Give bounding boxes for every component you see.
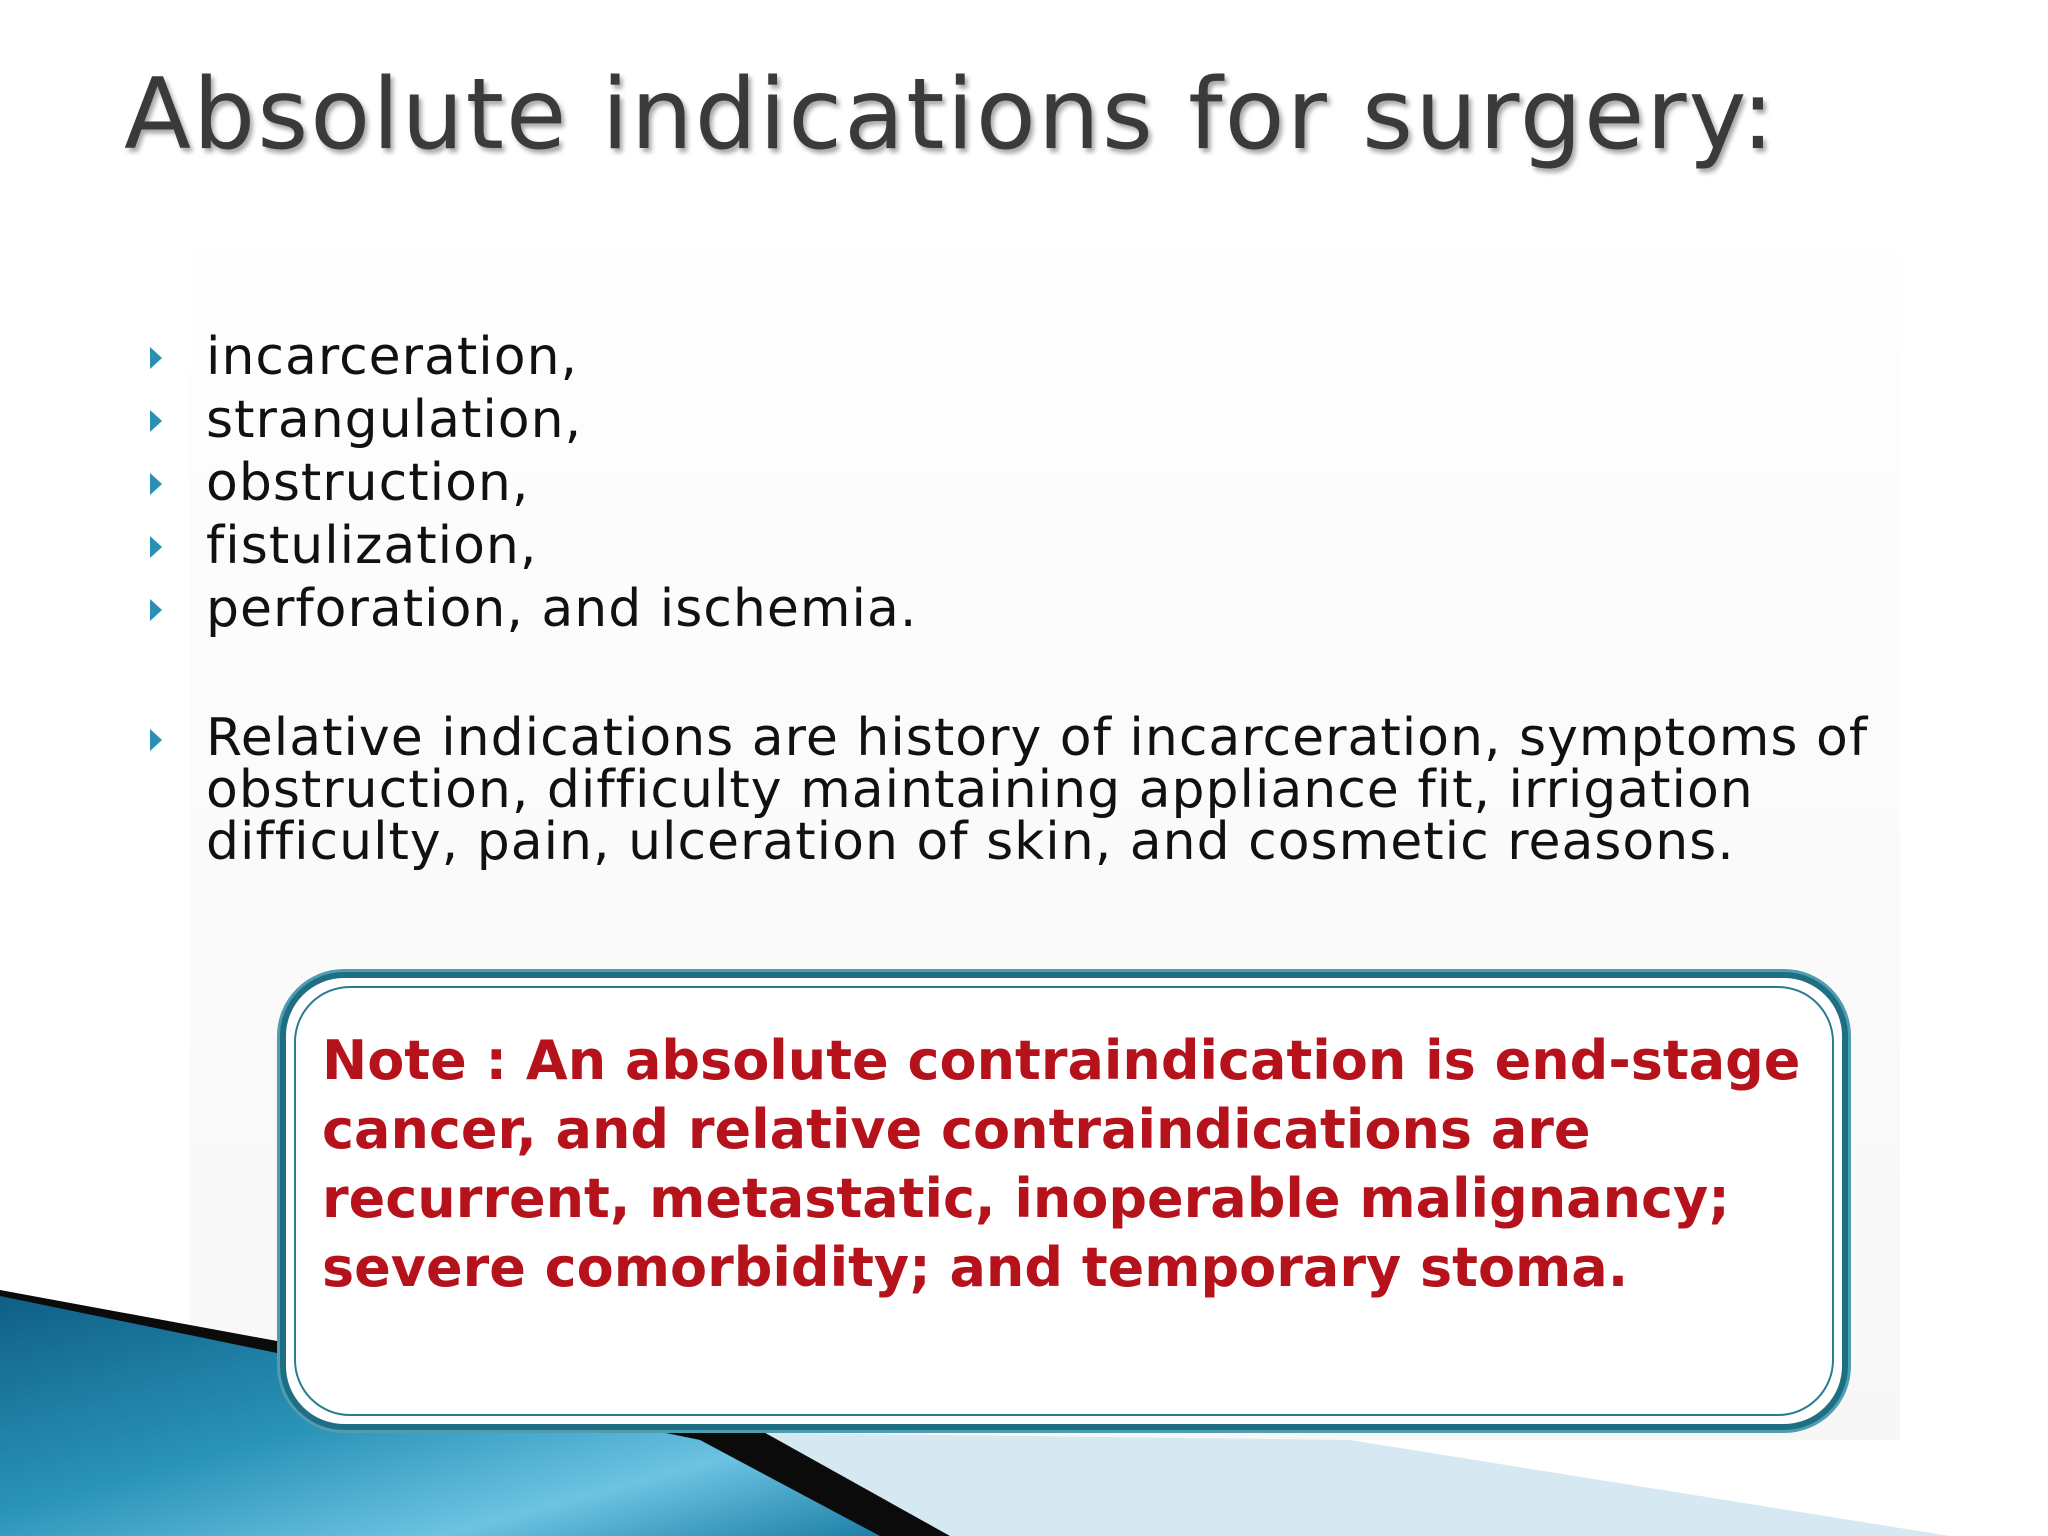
list-item-text: perforation, and ischemia. bbox=[206, 579, 918, 639]
note-text: Note : An absolute contraindication is end-stage cancer, and relative contraindications are recurrent, metastatic, inoperable malignancy; severe comorbidity; and temporary stoma. bbox=[322, 1029, 1801, 1299]
list-item-text: fistulization, bbox=[206, 516, 538, 576]
list-item-text: strangulation, bbox=[206, 390, 583, 450]
relative-indications-text: Relative indications are history of incarceration, symptoms of obstruction, difficulty maintaining appliance fit, irrigation difficulty, pain, ulceration of skin, and cosmetic reasons. bbox=[206, 708, 1869, 872]
slide-title: Absolute indications for surgery: bbox=[124, 58, 1777, 172]
list-item-text: incarceration, bbox=[206, 327, 579, 387]
list-item-text: obstruction, bbox=[206, 453, 530, 513]
